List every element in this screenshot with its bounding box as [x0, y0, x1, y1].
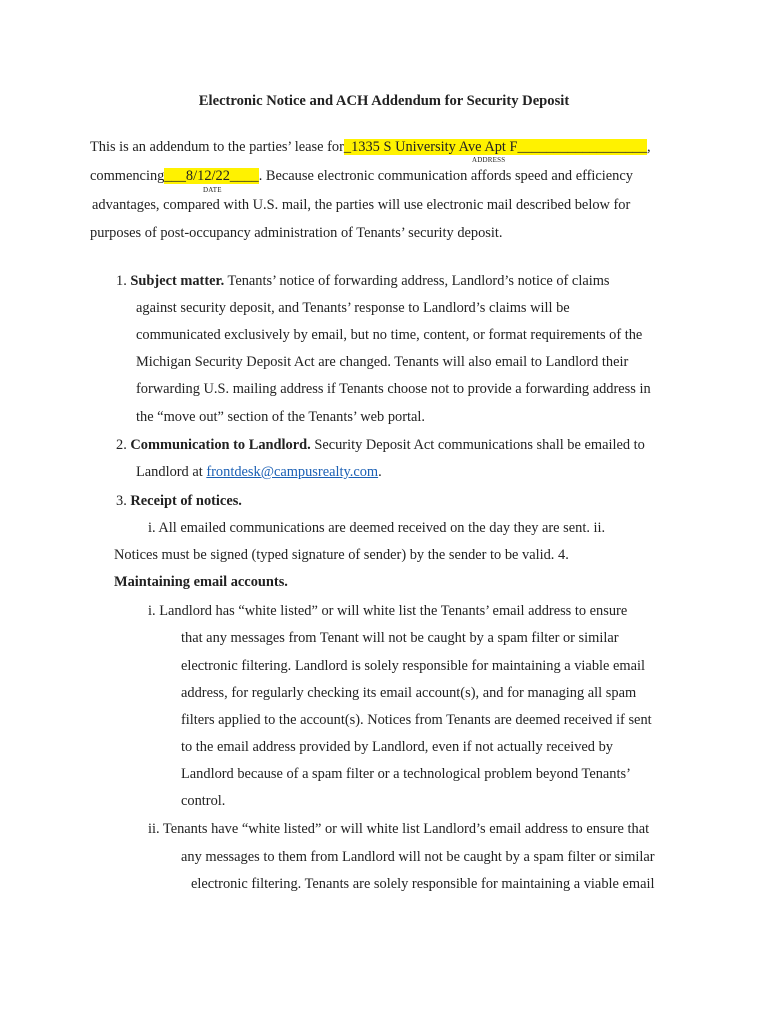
item-text: Landlord at — [136, 464, 207, 480]
item-1-line-1 — [116, 272, 610, 290]
item-number: 1. — [116, 273, 127, 289]
item-2-line-1 — [116, 436, 645, 454]
item-text: Tenants’ notice of forwarding address, Landlord’s notice of claims — [224, 273, 610, 289]
address-field: _1335 S University Ave Apt F__________________ — [343, 139, 648, 155]
item-heading: Subject matter. — [130, 273, 225, 289]
intro-line-2 — [90, 167, 633, 185]
item-1-line-6: the “move out” section of the Tenants’ web portal. — [136, 409, 425, 425]
item-4-ii-line-2: any messages to them from Landlord will not be caught by a spam filter or similar — [181, 849, 655, 865]
intro-line-1 — [90, 138, 651, 156]
item-4-ii-line-1: ii. Tenants have “white listed” or will white list Landlord’s email address to ensure that — [148, 821, 650, 837]
intro-text: This is an addendum to the parties’ lease for — [90, 139, 344, 155]
item-4-i-line-2: that any messages from Tenant will not be caught by a spam filter or similar — [181, 630, 619, 646]
item-4-heading — [114, 573, 288, 591]
intro-text: , — [647, 139, 651, 155]
item-3-line-2: i. All emailed communications are deemed received on the day they are sent. ii. — [148, 520, 606, 536]
date-field: ___8/12/22____ — [164, 168, 259, 184]
item-heading: Communication to Landlord. — [130, 437, 311, 453]
intro-line-4: purposes of post-occupancy administration of Tenants’ security deposit. — [90, 225, 503, 241]
item-heading: Maintaining email accounts. — [114, 574, 288, 590]
item-1-line-5: forwarding U.S. mailing address if Tenants choose not to provide a forwarding address in — [136, 381, 651, 397]
intro-text: . Because electronic communication affords speed and efficiency — [258, 168, 633, 184]
item-4-i-line-5: filters applied to the account(s). Notices from Tenants are deemed received if sent — [181, 712, 652, 728]
item-number: 2. — [116, 437, 127, 453]
item-4-i-line-6: to the email address provided by Landlord, even if not actually received by — [181, 739, 613, 755]
item-text: Security Deposit Act communications shall be emailed to — [310, 437, 645, 453]
item-2-line-2 — [136, 463, 382, 481]
intro-line-3: advantages, compared with U.S. mail, the parties will use electronic mail described below for — [92, 197, 631, 213]
intro-text: commencing — [90, 168, 165, 184]
item-heading: Receipt of notices. — [130, 493, 242, 509]
item-4-i-line-3: electronic filtering. Landlord is solely responsible for maintaining a viable email — [181, 658, 645, 674]
item-4-i-line-8: control. — [181, 793, 226, 809]
item-1-line-3: communicated exclusively by email, but no time, content, or format requirements of the — [136, 327, 643, 343]
item-1-line-2: against security deposit, and Tenants’ response to Landlord’s claims will be — [136, 300, 570, 316]
document-title: Electronic Notice and ACH Addendum for Security Deposit — [198, 93, 570, 109]
item-1-line-4: Michigan Security Deposit Act are changed. Tenants will also email to Landlord their — [136, 354, 629, 370]
item-3-line-3: Notices must be signed (typed signature of sender) by the sender to be valid. 4. — [114, 547, 569, 563]
item-number: 3. — [116, 493, 127, 509]
item-4-i-line-4: address, for regularly checking its email account(s), and for managing all spam — [181, 685, 637, 701]
item-4-i-line-7: Landlord because of a spam filter or a technological problem beyond Tenants’ — [181, 766, 631, 782]
date-caption: DATE — [203, 186, 222, 194]
item-4-ii-line-3: electronic filtering. Tenants are solely responsible for maintaining a viable email — [191, 876, 655, 892]
item-text: . — [378, 464, 382, 480]
item-3-line-1 — [116, 492, 242, 510]
landlord-email-link[interactable]: frontdesk@campusrealty.com — [206, 464, 379, 480]
item-4-i-line-1: i. Landlord has “white listed” or will white list the Tenants’ email address to ensure — [148, 603, 628, 619]
address-caption: ADDRESS — [472, 156, 506, 164]
